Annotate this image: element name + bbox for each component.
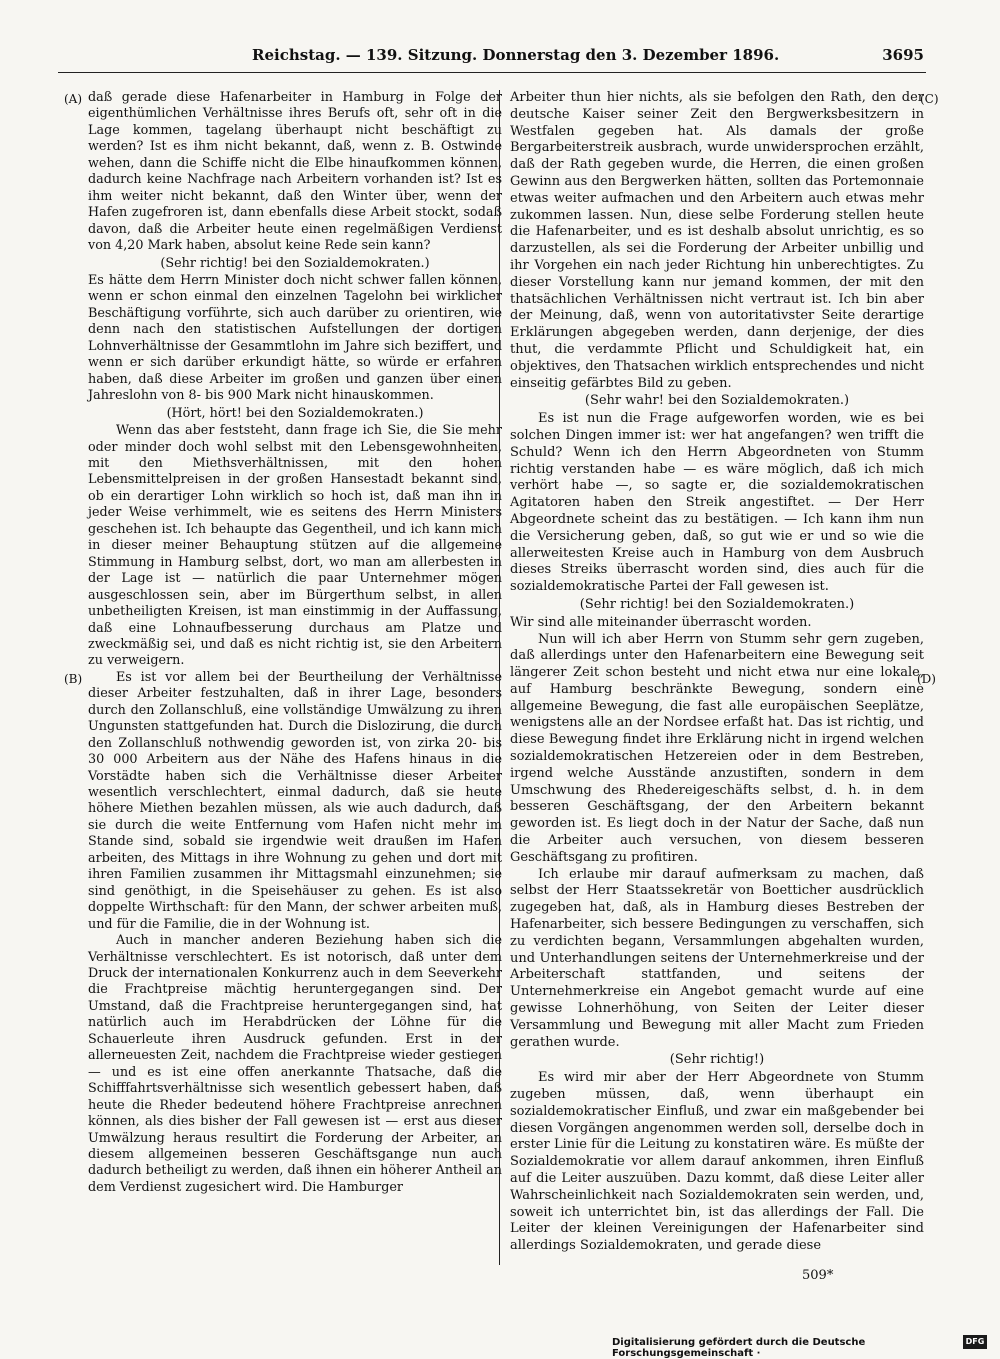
interjection: (Sehr wahr! bei den Sozialdemokraten.): [584, 393, 850, 409]
paragraph: Wenn das aber feststeht, dann frage ich Sie, die Sie mehr oder minder doch wohl selbst mit den Lebensgewohnheiten, mit den Miethsverhältnissen, mit den hohen Lebensmittelpreisen in der großen Hansestadt bekannt sind, ob ein derartiger Lohn wirklich so hoch ist, daß man ihn in jeder Weise verhimmelt, wie es seitens des Herrn Ministers geschehen ist. Ich behaupte das Gegentheil, und ich kann mich in dieser meiner Behauptung stützen auf die allgemeine Stimmung in Hamburg selbst, dort, wo man am allerbesten in der Lage ist — natürlich die paar Unternehmer mögen ausgeschlossen sein, aber im Bürgerthum selbst, in allen unbetheiligten Kreisen, ist man einstimmig in der Auffassung, daß eine Lohnaufbesserung durchaus am Platze und zweckmäßig sei, und daß es nicht richtig ist, sie den Arbeitern zu verweigern.: [88, 423, 502, 669]
dfg-logo: DFG: [963, 1335, 987, 1349]
paragraph: Auch in mancher anderen Beziehung haben sich die Verhältnisse verschlechtert. Es ist notorisch, daß unter dem Druck der internationalen Konkurrenz auch in dem Seeverkehr die Frachtpreise mächtig heruntergegangen sind. Der Umstand, daß die Frachtpreise heruntergegangen sind, hat natürlich auch im Herabdrücken der Löhne für die Schauerleute ihren Ausdruck gefunden. Erst in der allerneuesten Zeit, nachdem die Frachtpreise wieder gestiegen — und es ist eine offen anerkannte Thatsache, daß die Schifffahrtsverhältnisse sich wesentlich gebessert haben, daß heute die Rheder bedeutend höhere Frachtpreise anrechnen können, als dies bisher der Fall gewesen ist — erst aus dieser Umwälzung heraus resultirt die Forderung der Arbeiter, an diesem allgemeinen besseren Geschäftsgange nun auch dadurch betheiligt zu werden, daß ihnen ein höherer Antheil an dem Verdienst zugesichert wird. Die Hamburger: [88, 933, 502, 1195]
running-header: [62, 46, 924, 68]
margin-marker-d: (D): [917, 672, 936, 686]
interjection: (Sehr richtig! bei den Sozialdemokraten.): [579, 596, 855, 612]
margin-marker-a: (A): [64, 92, 83, 106]
left-column: [88, 90, 502, 1196]
page-number: 3695: [882, 46, 924, 64]
interjection: (Hört, hört! bei den Sozialdemokraten.): [166, 405, 424, 421]
paragraph: Wir sind alle miteinander überrascht worden.: [510, 614, 812, 630]
paragraph: Es wird mir aber der Herr Abgeordnete von Stumm zugeben müssen, daß, wenn überhaupt ein sozialdemokratischer Einfluß, und zwar ein maßgebender bei diesen Vorgängen angenommen werden soll, derselbe doch in erster Linie für die Leitung zu konstatiren wäre. Es müßte der Sozialdemokratie vor allem darauf ankommen, ihren Einfluß auf die Leiter auszuüben. Dazu kommt, daß diese Leiter aller Wahrscheinlichkeit nach Sozialdemokraten sein werden, und, soweit ich unterrichtet bin, ist das allerdings der Fall. Die Leiter der kleinen Vereinigungen der Hafenarbeiter sind allerdings Sozialdemokraten, und gerade diese: [510, 1070, 924, 1254]
footer-credit: Digitalisierung gefördert durch die Deutsche Forschungsgemeinschaft ·: [612, 1337, 866, 1359]
interjection: (Sehr richtig!): [669, 1052, 765, 1068]
right-column: [510, 90, 924, 1255]
paragraph: Arbeiter thun hier nichts, als sie befolgen den Rath, den der deutsche Kaiser seiner Zeit den Bergwerksbesitzern in Westfalen gegeben hat. Als damals der große Bergarbeiterstreik ausbrach, wurde unwidersprochen erzählt, daß der Rath gegeben wurde, die Herren, die einen großen Gewinn aus den Bergwerken hätten, sollten das Portemonnaie etwas weiter aufmachen und den Arbeitern auch etwas mehr zukommen lassen. Nun, diese selbe Forderung stellen heute die Hafenarbeiter, und es ist deshalb absolut unrichtig, es so darzustellen, als sei die Forderung der Arbeiter unbillig und ihr Vorgehen ein nach jeder Richtung hin unberechtigtes. Zu dieser Vorstellung kann nur jemand kommen, der mit den thatsächlichen Verhältnissen nicht vertraut ist. Ich bin aber der Meinung, daß, wenn von autoritativster Seite derartige Erklärungen abgegeben werden, dann derjenige, der dies thut, die verdammte Pflicht und Schuldigkeit hat, ein objektives, den Thatsachen wirklich entsprechendes und nicht einseitig gefärbtes Bild zu geben.: [510, 90, 924, 391]
paragraph: daß gerade diese Hafenarbeiter in Hamburg in Folge der eigenthümlichen Verhältnisse ihres Berufs oft, sehr oft in die Lage kommen, tagelang überhaupt nicht beschäftigt zu werden? Ist es ihm nicht bekannt, daß, wenn z. B. Ostwinde wehen, dann die Schiffe nicht die Elbe hinaufkommen können, dadurch keine Nachfrage nach Arbeitern vorhanden ist? Ist es ihm weiter nicht bekannt, daß den Winter über, wenn der Hafen zugefroren ist, dann ebenfalls diese Arbeit stockt, sodaß davon, daß die Arbeiter heute einen regelmäßigen Verdienst von 4,20 Mark haben, absolut keine Rede sein kann?: [88, 90, 502, 254]
paragraph: Es hätte dem Herrn Minister doch nicht schwer fallen können, wenn er schon einmal den einzelnen Tagelohn bei wirklicher Beschäftigung vorführte, sich auch darüber zu orientiren, wie denn nach den statistischen Aufstellungen der dortigen Lohnverhältnisse der Gesammtlohn im Jahre sich beziffert, und wenn er sich darüber erkundigt hätte, so würde er erfahren haben, daß diese Arbeiter im großen und ganzen über einen Jahreslohn von 8- bis 900 Mark nicht hinauskommen.: [88, 272, 502, 404]
paragraph: Ich erlaube mir darauf aufmerksam zu machen, daß selbst der Herr Staatssekretär von Boetticher ausdrücklich zugegeben hat, daß, als in Hamburg dieses Bestreben der Hafenarbeiter, sich bessere Bedingungen zu verschaffen, sich zu verdichten begann, Versammlungen abgehalten wurden, und Unterhandlungen seitens der Unternehmerkreise und der Arbeiterschaft stattfanden, und seitens der Unternehmerkreise ein Angebot gemacht wurde auf eine gewisse Lohnerhöhung, von Seiten der Leiter dieser Versammlung und Bewegung mit aller Macht zum Frieden gerathen wurde.: [510, 866, 924, 1050]
signature-mark: 509*: [802, 1268, 834, 1283]
margin-marker-b: (B): [64, 672, 83, 686]
paragraph: Nun will ich aber Herrn von Stumm sehr gern zugeben, daß allerdings unter den Hafenarbeitern eine Bewegung seit längerer Zeit schon besteht und nicht etwa nur eine lokale, auf Hamburg beschränkte Bewegung, sondern eine allgemeine Bewegung, die fast alle europäischen Seeplätze, wenigstens alle an der Nordsee erfaßt hat. Das ist richtig, und diese Bewegung findet ihre Erklärung nicht in irgend welchen sozialdemokratischen Hetzereien oder in dem Bestreben, irgend welche Ausstände anzustiften, sondern in dem Umschwung des Rhedereigeschäfts selbst, d. h. in dem besseren Geschäftsgang, der den Arbeitern bekannt geworden ist. Es liegt doch in der Natur der Sache, daß nun die Arbeiter auch versuchen, von diesem besseren Geschäftsgang zu profitiren.: [510, 631, 924, 865]
margin-marker-c: (C): [920, 92, 939, 106]
paragraph: Es ist nun die Frage aufgeworfen worden, wie es bei solchen Dingen immer ist: wer hat angefangen? wen trifft die Schuld? Wenn ich den Herrn Abgeordneten von Stumm richtig verstanden habe — es wäre möglich, daß ich mich verhört habe —, so sagte er, die sozialdemokratischen Agitatoren haben den Streik angestiftet. — Der Herr Abgeordnete scheint das zu bestätigen. — Ich kann ihm nun die Versicherung geben, daß, so gut wie er und so wie die allerweitesten Kreise auch in Hamburg von dem Ausbruch dieses Streiks überrascht worden sind, dies auch für die sozialdemokratische Partei der Fall gewesen ist.: [510, 411, 924, 595]
header-rule: [58, 72, 926, 73]
header-title: Reichstag. — 139. Sitzung. Donnerstag den 3. Dezember 1896.: [252, 46, 780, 64]
paragraph: Es ist vor allem bei der Beurtheilung der Verhältnisse dieser Arbeiter festzuhalten, daß in ihrer Lage, besonders durch den Zollanschluß, eine vollständige Umwälzung zu ihren Ungunsten stattgefunden hat. Durch die Dislozirung, die durch den Zollanschluß nothwendig geworden ist, von zirka 20- bis 30 000 Arbeitern aus der Nähe des Hafens hinaus in die Vorstädte haben sich die Verhältnisse dieser Arbeiter wesentlich verschlechtert, einmal dadurch, daß sie heute höhere Miethen bezahlen müssen, als wie auch dadurch, daß sie durch die weite Entfernung vom Hafen nicht mehr im Stande sind, sobald sie irgendwie weit draußen im Hafen arbeiten, des Mittags in ihre Wohnung zu gehen und dort mit ihren Familien zusammen ihr Mittagsmahl einzunehmen; sie sind genöthigt, in die Speisehäuser zu gehen. Es ist also doppelte Wirthschaft: für den Mann, der schwer arbeiten muß, und für die Familie, die in der Wohnung ist.: [88, 669, 502, 932]
interjection: (Sehr richtig! bei den Sozialdemokraten.): [160, 255, 430, 271]
